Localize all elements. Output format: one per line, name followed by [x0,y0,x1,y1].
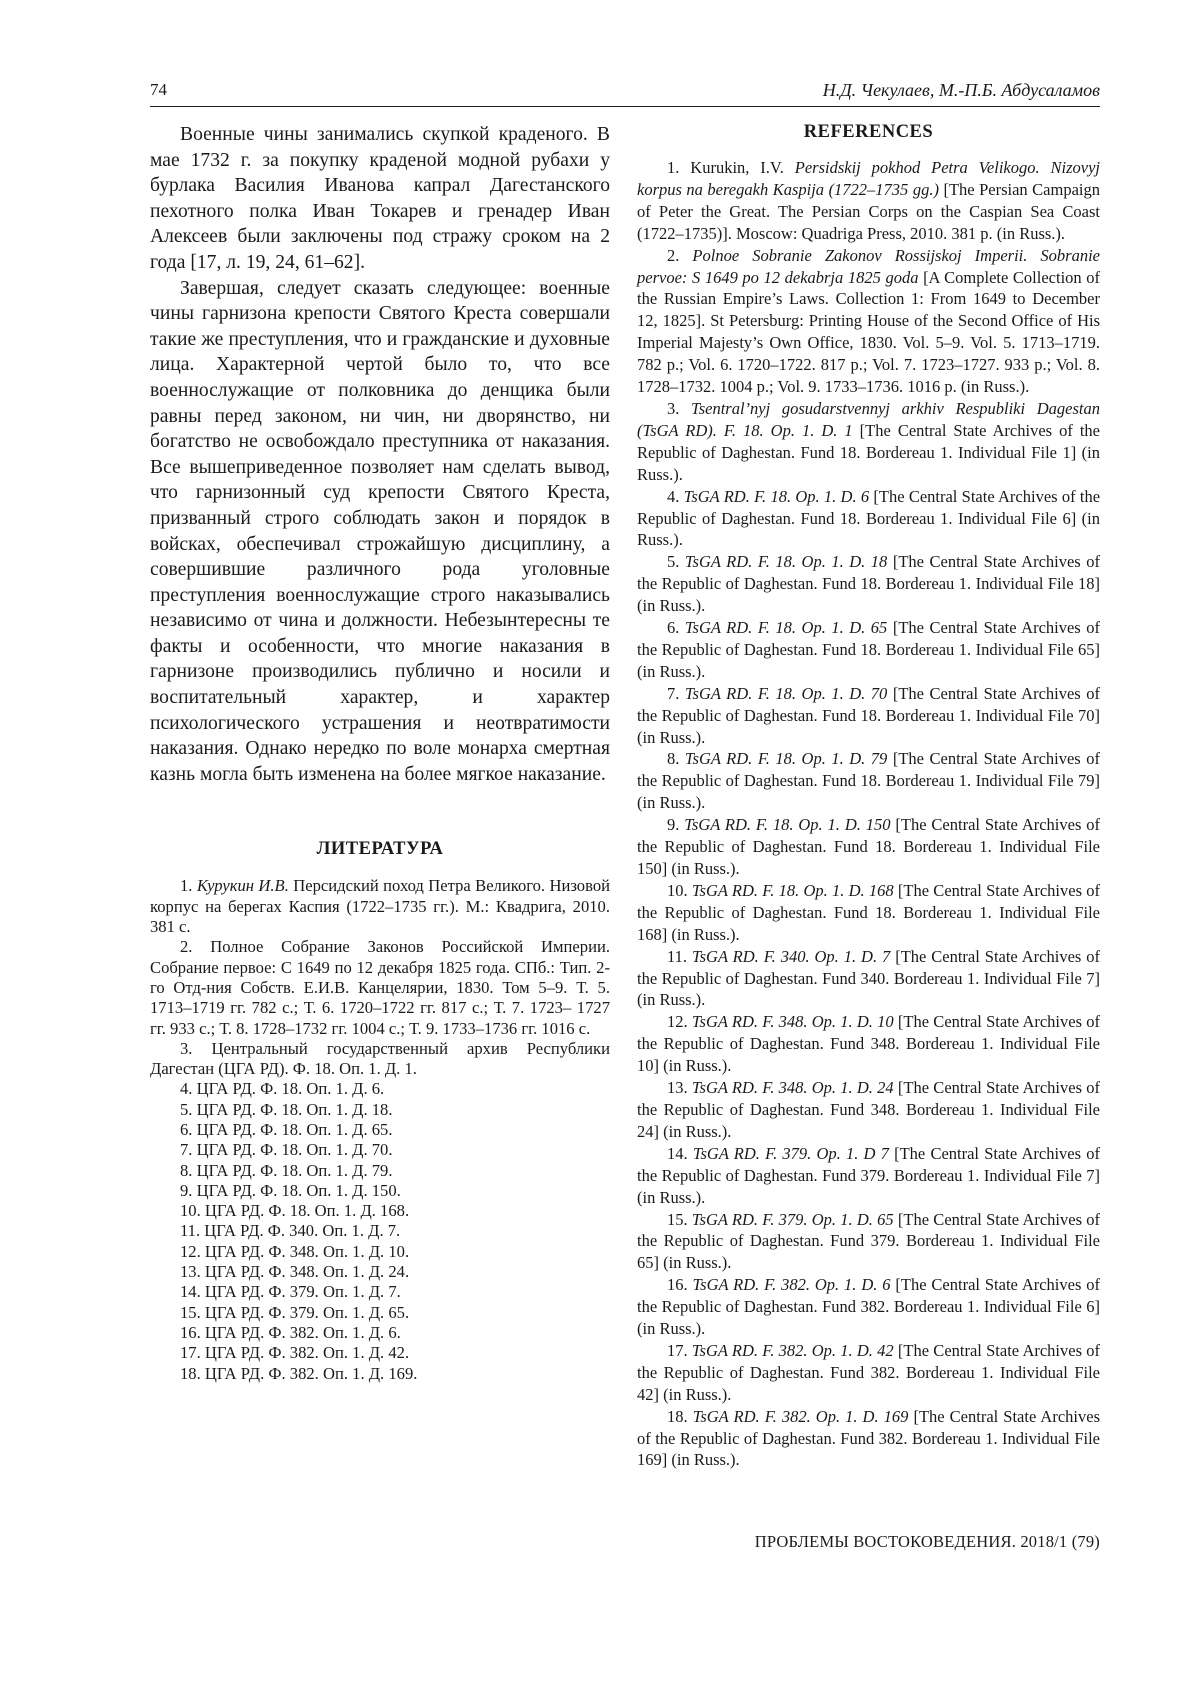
body-paragraph: Завершая, следует сказать следующее: военные чины гарнизона крепости Святого Креста совершали такие же преступления, что и гражданские и духовные лица. Характерной чертой было то, что все военнослужащие от полковника до денщика были равны перед законом, ни чин, ни дворянство, ни богатство не освобождало преступника от наказания. Все вышеприведенное позволяет нам сделать вывод, что гарнизонный суд крепости Святого Креста, призванный строго соблюдать закон и порядок в войсках, обеспечивал строжайшую дисциплину, а совершившие различного рода уголовные преступления военнослужащие строго наказывались независимо от чина и должности. Небезынтересны те факты и особенности, что многие наказания в гарнизоне производились публично и носили и воспитательный характер, и характер психологического устрашения и неотвратимости наказания. Однако нередко по воле монарха смертная казнь могла быть изменена на более мягкое наказание. [150,277,610,785]
literature-item: 10. ЦГА РД. Ф. 18. Оп. 1. Д. 168. [180,1201,410,1221]
literature-item: 6. ЦГА РД. Ф. 18. Оп. 1. Д. 65. [180,1120,393,1139]
reference-item: 10. TsGA RD. F. 18. Op. 1. D. 168 [The Central State Archives of the Republic of Daghestan. Fund 18. Bordereau 1. Individual File 168] (in Russ.). [637,880,1101,944]
literature-item: 9. ЦГА РД. Ф. 18. Оп. 1. Д. 150. [180,1180,401,1200]
reference-item: 2. Polnoe Sobranie Zakonov Rossijskoj Imperii. Sobranie pervoe: S 1649 po 12 dekabrja 1825 goda [A Complete Collection of the Russian Empire’s Laws. Collection 1: From 1649 to December 12, 1825]. St Petersburg: Printing House of the Second Office of His Imperial Majesty’s Own Office, 1830. Vol. 5–9. Vol. 5. 1713–1719. 782 p.; Vol. 6. 1720–1722. 817 p.; Vol. 7. 1723–1727. 933 p.; Vol. 8. 1728–1732. 1004 p.; Vol. 9. 1733–1736. 1016 p. (in Russ.). [637,245,1100,397]
literature-item: 3. Центральный государственный архив Республики Дагестан (ЦГА РД). Ф. 18. Оп. 1. Д. 1. [150,1038,610,1079]
reference-item: 17. TsGA RD. F. 382. Op. 1. D. 42 [The Central State Archives of the Republic of Daghestan. Fund 382. Bordereau 1. Individual File 42] (in Russ.). [637,1340,1101,1404]
literature-item: 4. ЦГА РД. Ф. 18. Оп. 1. Д. 6. [180,1079,385,1099]
reference-item: 15. TsGA RD. F. 379. Op. 1. D. 65 [The Central State Archives of the Republic of Daghestan. Fund 379. Bordereau 1. Individual File 65] (in Russ.). [637,1209,1101,1273]
literature-heading: ЛИТЕРАТУРА [316,839,444,860]
reference-item: 4. TsGA RD. F. 18. Op. 1. D. 6 [The Central State Archives of the Republic of Daghestan. Fund 18. Bordereau 1. Individual File 6] (in Russ.). [637,486,1101,550]
literature-item: 14. ЦГА РД. Ф. 379. Оп. 1. Д. 7. [180,1282,401,1302]
reference-item: 16. TsGA RD. F. 382. Op. 1. D. 6 [The Central State Archives of the Republic of Daghestan. Fund 382. Bordereau 1. Individual File 6] (in Russ.). [637,1275,1101,1339]
page-header [150,80,1100,107]
literature-item: 12. ЦГА РД. Ф. 348. Оп. 1. Д. 10. [180,1241,410,1261]
literature-item: 8. ЦГА РД. Ф. 18. Оп. 1. Д. 79. [180,1160,393,1180]
literature-item: 5. ЦГА РД. Ф. 18. Оп. 1. Д. 18. [180,1099,393,1119]
reference-item: 9. TsGA RD. F. 18. Op. 1. D. 150 [The Central State Archives of the Republic of Daghestan. Fund 18. Bordereau 1. Individual File 150] (in Russ.). [637,815,1101,878]
right-column [637,122,1100,1471]
reference-item: 3. Tsentral’nyj gosudarstvennyj arkhiv Respubliki Dagestan (TsGA RD). F. 18. Op. 1. D. 1 [The Central State Archives of the Republic of Daghestan. Fund 18. Bordereau 1. Individual File 1] (in Russ.). [637,398,1101,484]
page-number: 74 [150,80,167,99]
literature-item: 2. Полное Собрание Законов Российской Империи. Собрание первое: С 1649 по 12 декабря 1825 года. СПб.: Тип. 2-го Отд-ния Собств. Е.И.В. Канцелярии, 1830. Том 5–9. Т. 5. 1713–1719 гг. 782 с.; Т. 6. 1720–1722 гг. 817 с.; Т. 7. 1723– 1727 гг. 933 с.; Т. 8. 1728–1732 гг. 1004 с.; Т. 9. 1733–1736 гг. 1016 с. [150,937,610,1038]
left-column [150,122,610,1384]
literature-item: 16. ЦГА РД. Ф. 382. Оп. 1. Д. 6. [180,1322,401,1342]
body-paragraph: Военные чины занимались скупкой краденого. В мае 1732 г. за покупку краденой модной рубахи у бурлака Василия Иванова капрал Дагестанского пехотного полка Иван Токарев и гренадер Иван Алексеев были заключены под стражу сроком на 2 года [17, л. 19, 24, 61–62]. [150,124,610,273]
references-list [637,157,1100,1471]
reference-item: 18. TsGA RD. F. 382. Op. 1. D. 169 [The Central State Archives of the Republic of Daghestan. Fund 382. Bordereau 1. Individual File 169] (in Russ.). [637,1406,1100,1470]
literature-item: 18. ЦГА РД. Ф. 382. Оп. 1. Д. 169. [180,1363,418,1383]
references-heading: REFERENCES [803,122,934,142]
literature-list [150,876,610,1383]
reference-item: 8. TsGA RD. F. 18. Op. 1. D. 79 [The Central State Archives of the Republic of Daghestan. Fund 18. Bordereau 1. Individual File 79] (in Russ.). [637,749,1100,813]
reference-item: 5. TsGA RD. F. 18. Op. 1. D. 18 [The Central State Archives of the Republic of Daghestan. Fund 18. Bordereau 1. Individual File 18] (in Russ.). [637,552,1100,616]
literature-item: 1. Курукин И.В. Персидский поход Петра Великого. Низовой корпус на берегах Каспия (1722–1735 гг.). М.: Квадрига, 2010. 381 с. [150,876,610,937]
literature-item: 7. ЦГА РД. Ф. 18. Оп. 1. Д. 70. [180,1140,393,1160]
literature-item: 15. ЦГА РД. Ф. 379. Оп. 1. Д. 65. [180,1302,410,1322]
journal-footer: ПРОБЛЕМЫ ВОСТОКОВЕДЕНИЯ. 2018/1 (79) [754,1532,1100,1551]
literature-item: 13. ЦГА РД. Ф. 348. Оп. 1. Д. 24. [180,1262,410,1282]
reference-item: 6. TsGA RD. F. 18. Op. 1. D. 65 [The Central State Archives of the Republic of Daghestan. Fund 18. Bordereau 1. Individual File 65] (in Russ.). [637,618,1100,681]
reference-item: 14. TsGA RD. F. 379. Op. 1. D 7 [The Central State Archives of the Republic of Daghestan. Fund 379. Bordereau 1. Individual File 7] (in Russ.). [637,1143,1100,1207]
reference-item: 13. TsGA RD. F. 348. Op. 1. D. 24 [The Central State Archives of the Republic of Daghestan. Fund 348. Bordereau 1. Individual File 24] (in Russ.). [637,1078,1101,1141]
reference-item: 1. Kurukin, I.V. Persidskij pokhod Petra Velikogo. Nizovyj korpus na beregakh Kaspija (1722–1735 gg.) [The Persian Campaign of Peter the Great. The Persian Corps on the Caspian Sea Coast (1722–1735)]. Moscow: Quadriga Press, 2010. 381 p. (in Russ.). [637,158,1101,243]
reference-item: 12. TsGA RD. F. 348. Op. 1. D. 10 [The Central State Archives of the Republic of Daghestan. Fund 348. Bordereau 1. Individual File 10] (in Russ.). [637,1012,1101,1076]
reference-item: 11. TsGA RD. F. 340. Op. 1. D. 7 [The Central State Archives of the Republic of Daghestan. Fund 340. Bordereau 1. Individual File 7] (in Russ.). [637,946,1101,1010]
literature-item: 17. ЦГА РД. Ф. 382. Оп. 1. Д. 42. [180,1343,410,1363]
literature-item: 11. ЦГА РД. Ф. 340. Оп. 1. Д. 7. [180,1221,401,1241]
running-title: Н.Д. Чекулаев, М.-П.Б. Абдусаламов [822,80,1100,100]
reference-item: 7. TsGA RD. F. 18. Op. 1. D. 70 [The Central State Archives of the Republic of Daghestan. Fund 18. Bordereau 1. Individual File 70] (in Russ.). [637,683,1100,747]
